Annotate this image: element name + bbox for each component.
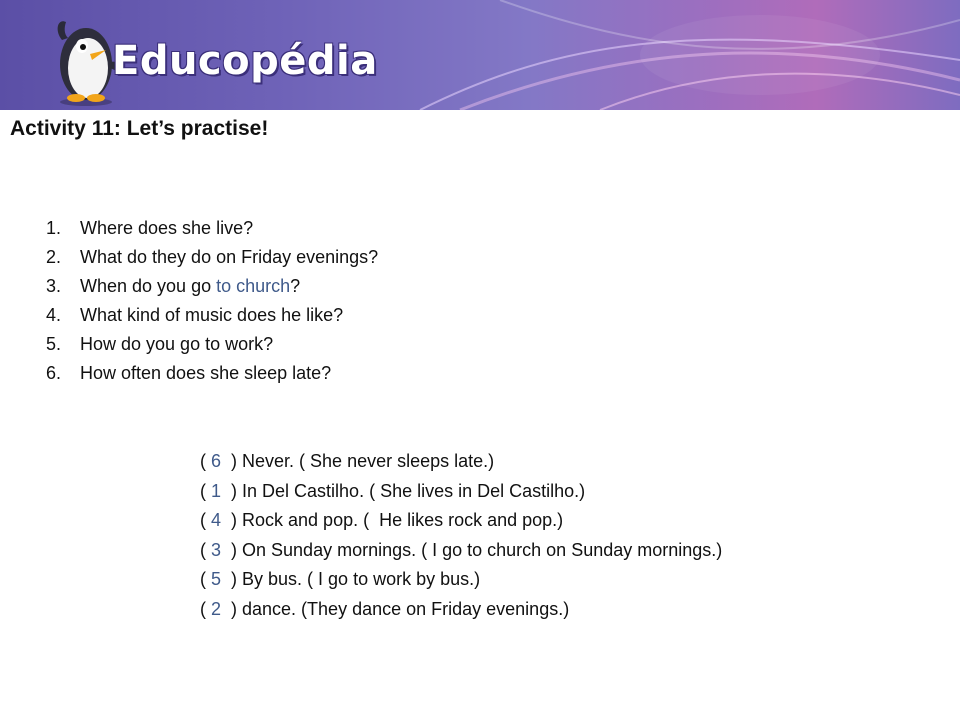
- list-item: [46, 214, 378, 243]
- list-item: [46, 330, 378, 359]
- page-title: Activity 11: Let’s practise!: [10, 117, 269, 140]
- list-item: [46, 272, 378, 301]
- answer-text: Rock and pop. ( He likes rock and pop.): [242, 510, 564, 530]
- answer-key: 5: [211, 569, 222, 589]
- question-text: How often does she sleep late?: [80, 363, 332, 383]
- question-list: [46, 214, 378, 388]
- question-text: Where does she live?: [80, 218, 254, 238]
- answer-text: Never. ( She never sleeps late.): [242, 451, 495, 471]
- answer-item: ( 3 ) On Sunday mornings. ( I go to church on Sunday mornings.): [200, 539, 723, 560]
- list-number: 1.: [46, 218, 62, 238]
- list-item: [46, 301, 378, 330]
- answer-key: 3: [211, 539, 222, 560]
- answer-key: 4: [211, 510, 222, 530]
- answer-item: ( 5 ) By bus. ( I go to work by bus.): [200, 569, 481, 589]
- answer-key: 1: [211, 480, 222, 501]
- brand-logo-text: Educopédia: [112, 38, 378, 84]
- answer-text: By bus. ( I go to work by bus.): [242, 569, 481, 589]
- answer-item: ( 2 ) dance. (They dance on Friday evenings.): [200, 598, 570, 619]
- answer-key: 2: [211, 598, 222, 619]
- answer-text: In Del Castilho. ( She lives in Del Castilho.): [242, 480, 586, 501]
- answer-item: ( 1 ) In Del Castilho. ( She lives in Del Castilho.): [200, 480, 586, 501]
- question-text: How do you go to work?: [80, 334, 274, 354]
- answer-text: On Sunday mornings. ( I go to church on Sunday mornings.): [242, 539, 723, 560]
- question-text: What do they do on Friday evenings?: [80, 247, 379, 267]
- list-number: 5.: [46, 334, 62, 354]
- answer-item: ( 4 ) Rock and pop. ( He likes rock and pop.): [200, 510, 564, 530]
- list-number: 2.: [46, 247, 62, 267]
- list-item: [46, 243, 378, 272]
- question-text: When do you go: [80, 276, 217, 296]
- list-number: 4.: [46, 305, 62, 325]
- answer-key: 6: [211, 451, 222, 471]
- answer-text: dance. (They dance on Friday evenings.): [242, 598, 570, 619]
- list-number: 3.: [46, 276, 62, 296]
- question-text: ?: [290, 276, 301, 296]
- list-number: 6.: [46, 363, 62, 383]
- answer-item: ( 6 ) Never. ( She never sleeps late.): [200, 451, 495, 471]
- question-text: What kind of music does he like?: [80, 305, 344, 325]
- header-banner: [0, 0, 960, 110]
- list-item: [46, 359, 378, 388]
- answer-list: [200, 447, 722, 624]
- highlighted-phrase: to church: [216, 276, 291, 296]
